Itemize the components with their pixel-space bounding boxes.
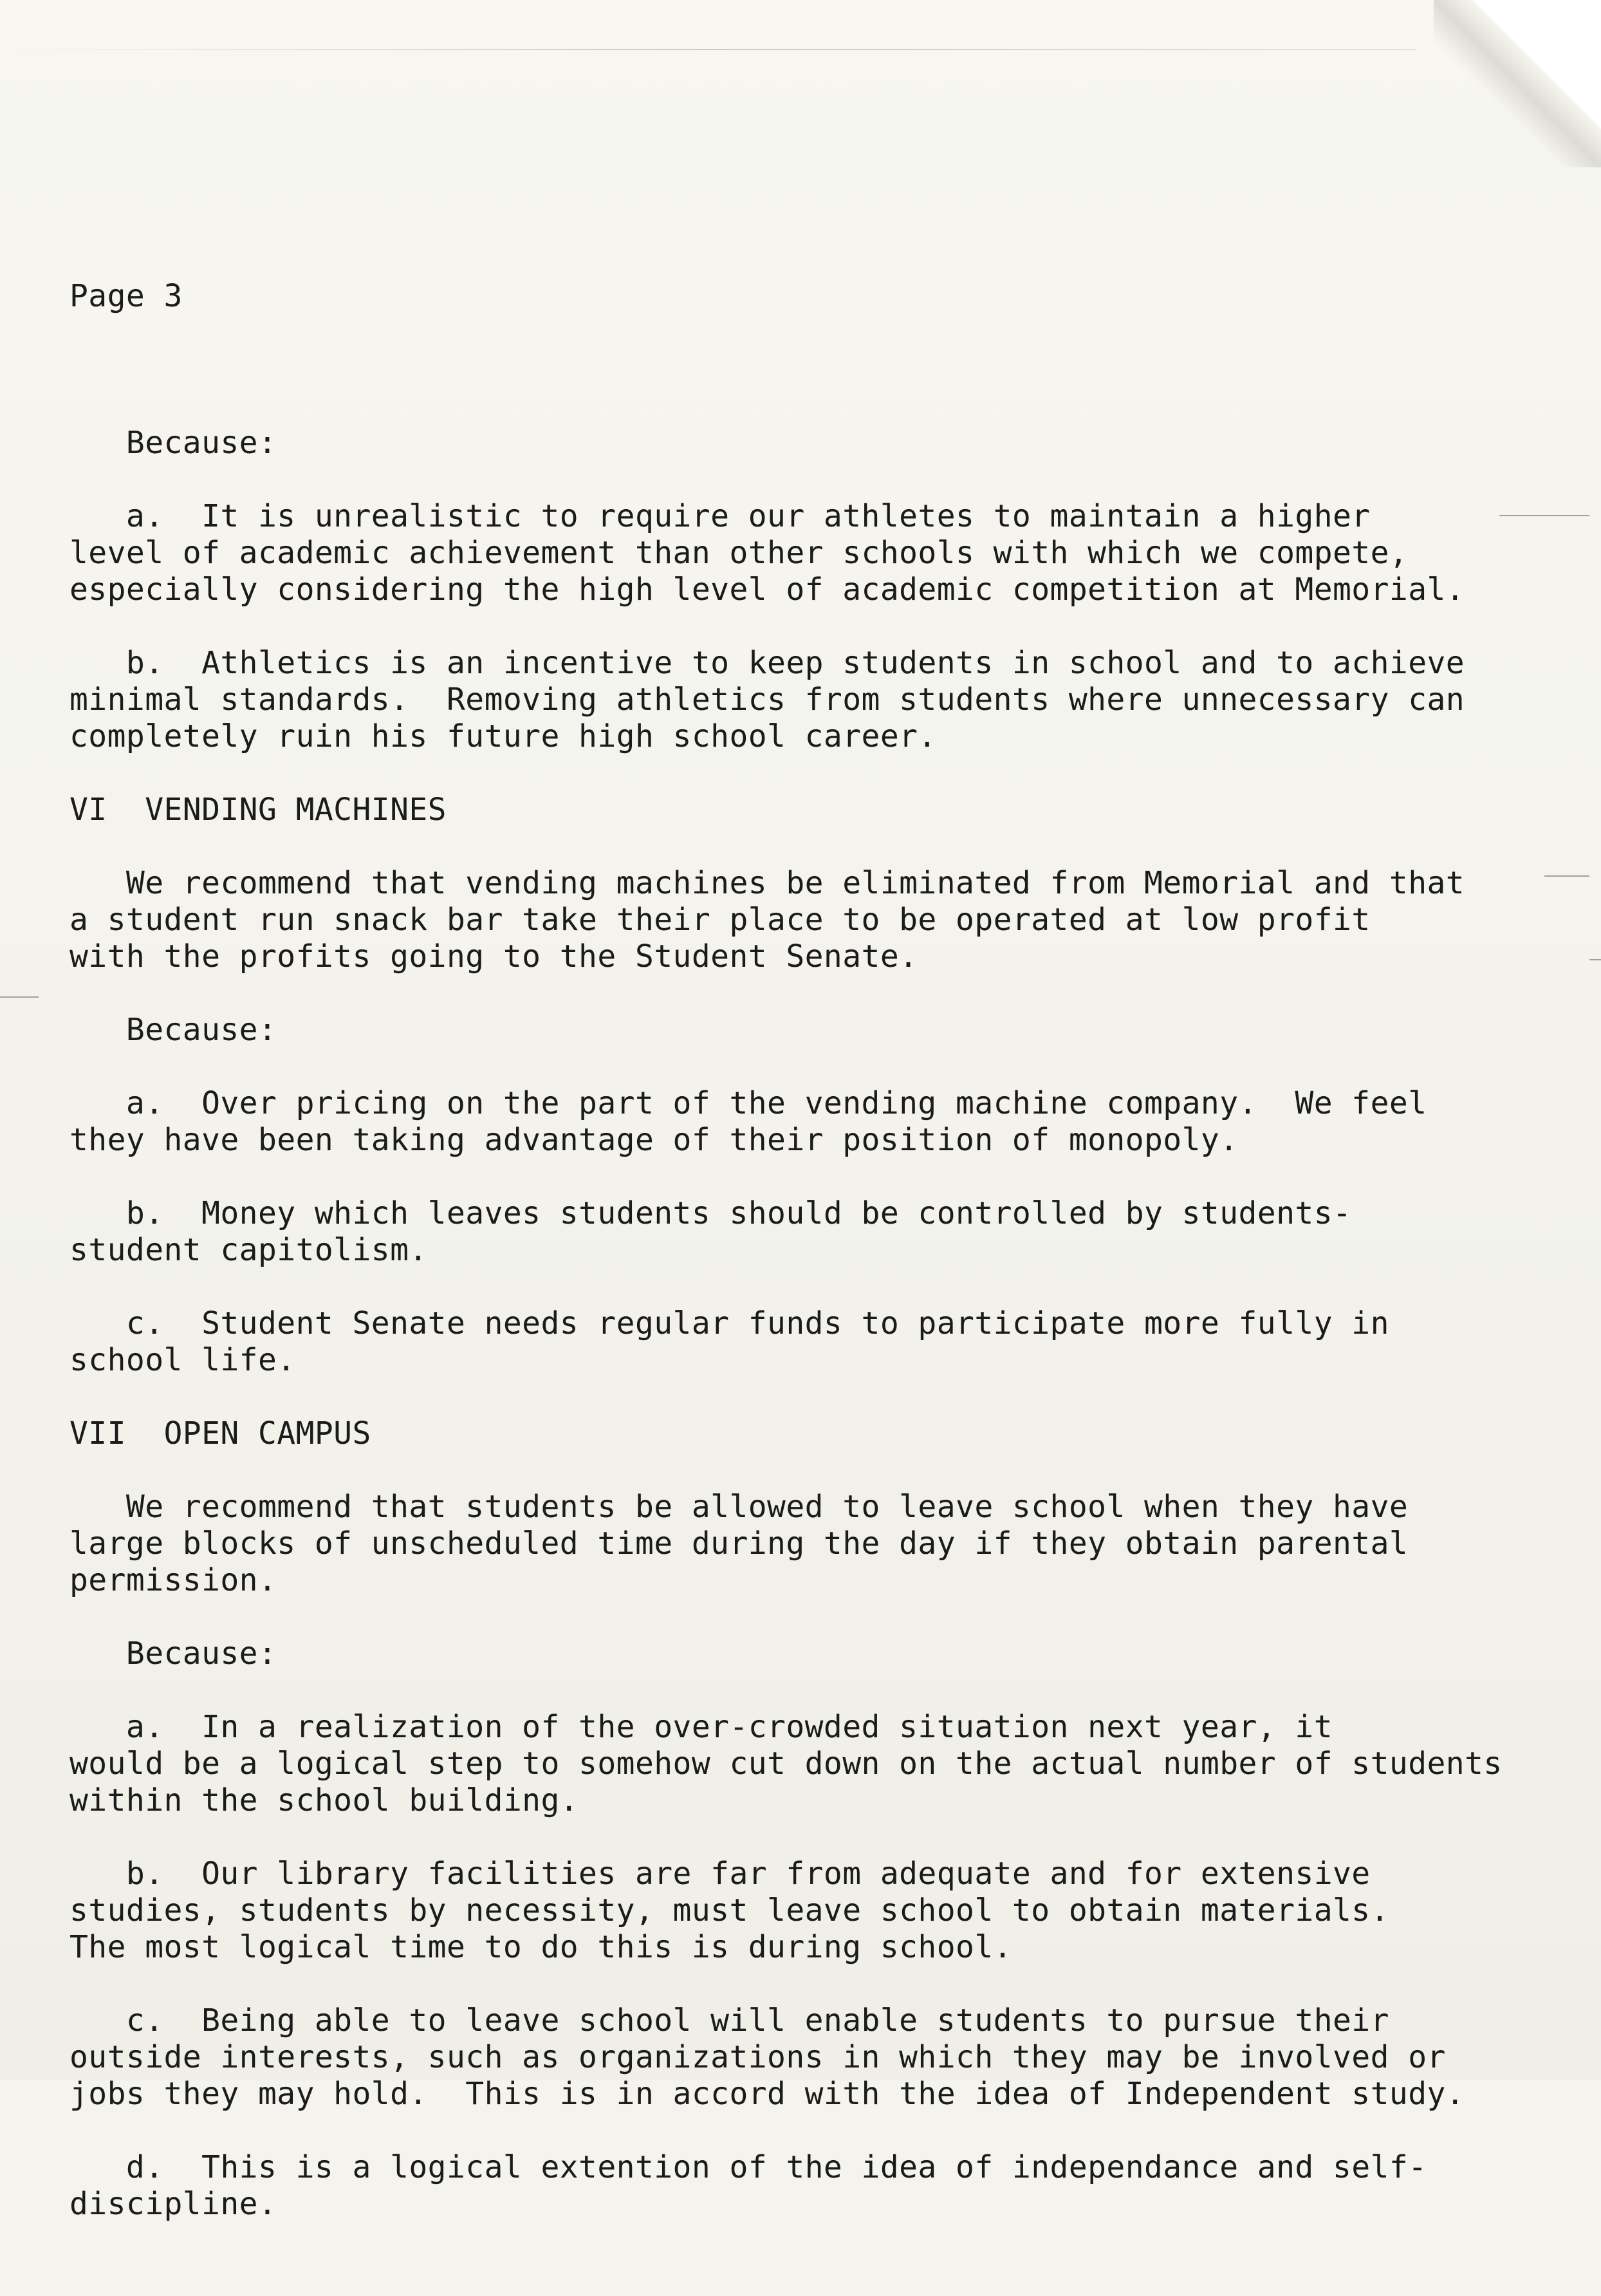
text-line: d. This is a logical extention of the idea of independance and self-	[69, 2149, 1427, 2185]
blank-line	[69, 755, 1569, 792]
text-line: Because:	[69, 1636, 277, 1672]
paragraph	[69, 1012, 1569, 1049]
text-line: c. Being able to leave school will enable students to pursue their	[69, 2002, 1389, 2039]
text-line: minimal standards. Removing athletics from students where unnecessary can	[69, 682, 1465, 718]
corner-curl	[1472, 0, 1601, 129]
document-body	[69, 205, 1569, 2296]
paragraph	[69, 645, 1569, 755]
blank-line	[69, 1452, 1569, 1489]
blank-line	[69, 1672, 1569, 1709]
stray-mark	[0, 996, 39, 998]
text-line: b. Athletics is an incentive to keep students in school and to achieve	[69, 645, 1465, 681]
text-line: outside interests, such as organizations in which they may be involved or	[69, 2039, 1446, 2075]
text-line: a. In a realization of the over-crowded situation next year, it	[69, 1709, 1333, 1745]
paragraph	[69, 1489, 1569, 1599]
blank-line	[69, 1049, 1569, 1085]
paragraph	[69, 1709, 1569, 1819]
text-line: Because:	[69, 1012, 277, 1048]
text-line: they have been taking advantage of their position of monopoly.	[69, 1122, 1239, 1158]
text-line: We recommend that vending machines be eliminated from Memorial and that	[69, 865, 1465, 901]
text-line: especially considering the high level of academic competition at Memorial.	[69, 572, 1465, 608]
text-line: with the profits going to the Student Senate.	[69, 938, 918, 975]
blank-line	[69, 462, 1569, 498]
text-line: studies, students by necessity, must leave school to obtain materials.	[69, 1892, 1389, 1928]
blank-line	[69, 1966, 1569, 2002]
blank-line	[69, 1379, 1569, 1415]
paragraph	[69, 498, 1569, 608]
text-line: large blocks of unscheduled time during the day if they obtain parental	[69, 1526, 1409, 1562]
paragraph	[69, 425, 1569, 462]
paragraph	[69, 2149, 1569, 2223]
text-line: within the school building.	[69, 1782, 579, 1818]
blank-line	[69, 1159, 1569, 1195]
text-line: c. Student Senate needs regular funds to participate more fully in	[69, 1305, 1389, 1341]
text-line: The most logical time to do this is during school.	[69, 1929, 1012, 1965]
blank-line	[69, 608, 1569, 645]
text-line: discipline.	[69, 2186, 277, 2222]
paragraph	[69, 2002, 1569, 2113]
page-top-edge	[0, 49, 1416, 50]
paragraph	[69, 1195, 1569, 1269]
paragraph	[69, 1856, 1569, 1966]
text-line: permission.	[69, 1562, 277, 1598]
blank-line	[69, 388, 1569, 425]
blank-line	[69, 828, 1569, 865]
text-line: We recommend that students be allowed to leave school when they have	[69, 1489, 1409, 1525]
text-line: completely ruin his future high school career.	[69, 718, 937, 754]
text-line: school life.	[69, 1342, 296, 1378]
document-sections	[69, 388, 1569, 2223]
text-line: a. It is unrealistic to require our athletes to maintain a higher	[69, 498, 1371, 534]
paragraph	[69, 1305, 1569, 1379]
stray-mark	[1589, 959, 1601, 960]
text-line: student capitolism.	[69, 1232, 428, 1268]
blank-line	[69, 975, 1569, 1012]
text-line: would be a logical step to somehow cut down on the actual number of students	[69, 1746, 1503, 1782]
section-heading: VI VENDING MACHINES	[69, 792, 447, 828]
text-line: jobs they may hold. This is in accord with the idea of Independent study.	[69, 2076, 1465, 2112]
page-label: Page 3	[69, 278, 183, 314]
text-line: Because:	[69, 425, 277, 461]
text-line: b. Money which leaves students should be controlled by students-	[69, 1195, 1352, 1231]
text-line: b. Our library facilities are far from adequate and for extensive	[69, 1856, 1371, 1892]
text-line: a student run snack bar take their place to be operated at low profit	[69, 902, 1371, 938]
blank-line	[69, 1599, 1569, 1636]
text-line: level of academic achievement than other schools with which we compete,	[69, 535, 1409, 571]
blank-line	[69, 2113, 1569, 2149]
blank-line	[69, 1269, 1569, 1305]
section-heading: VII OPEN CAMPUS	[69, 1415, 371, 1451]
paragraph	[69, 1085, 1569, 1159]
blank-line	[69, 1819, 1569, 1856]
paragraph	[69, 865, 1569, 975]
text-line: a. Over pricing on the part of the vending machine company. We feel	[69, 1085, 1427, 1121]
paragraph	[69, 1636, 1569, 1672]
